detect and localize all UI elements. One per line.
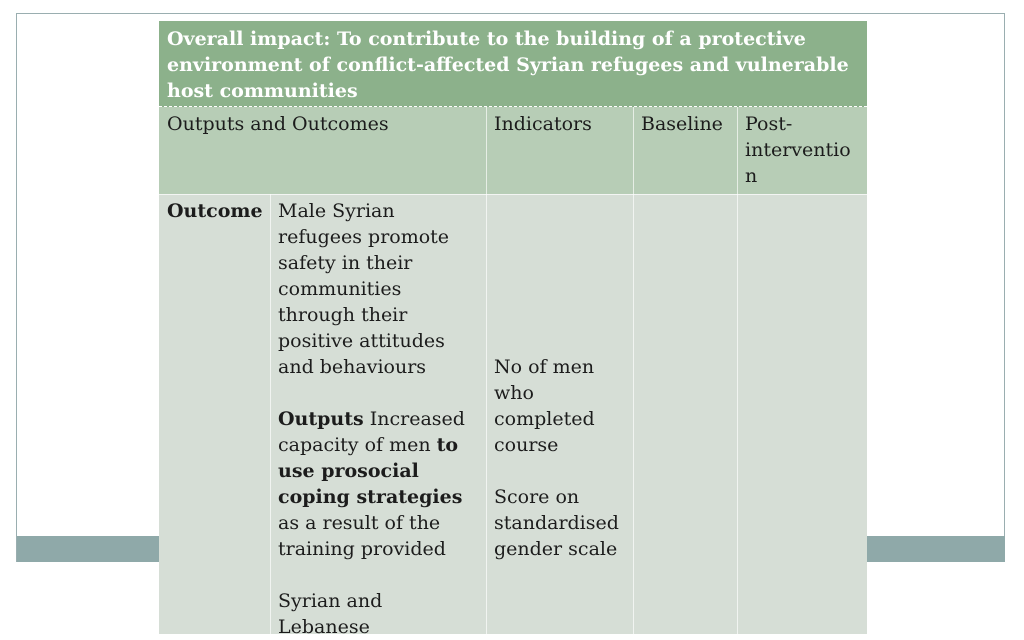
outputs-text (278, 406, 478, 562)
indicator-1: No of men who completed course (494, 356, 595, 456)
column-divider (270, 194, 271, 634)
next-output-text: Syrian and Lebanese (278, 590, 383, 638)
outcome-description-cell (270, 194, 486, 638)
outputs-text-1: Increased capacity of men (278, 408, 465, 456)
outputs-bold-text: to use prosocial coping strategies (278, 434, 463, 508)
column-divider (486, 107, 487, 637)
outputs-label: Outputs (278, 408, 364, 430)
indicators-cell (486, 194, 633, 634)
col-baseline: Baseline (633, 107, 737, 194)
indicator-2: Score on standardised gender scale (494, 486, 619, 560)
post-intervention-cell (737, 194, 867, 634)
column-divider (633, 107, 634, 637)
column-divider (737, 107, 738, 637)
overall-impact-header: Overall impact: To contribute to the building of a protective environment of conflict-affected Syrian refugees and vulnerable host communities (159, 21, 867, 107)
row-divider (159, 194, 867, 195)
col-post-intervention: Post-interventio n (737, 107, 867, 194)
outcome-text: Male Syrian refugees promote safety in their communities through their positive attitudes and behaviours (278, 200, 450, 378)
logframe-table (159, 21, 867, 638)
col-indicators: Indicators (486, 107, 633, 194)
outcome-label-cell: Outcome (159, 194, 270, 634)
outputs-text-2: as a result of the training provided (278, 512, 446, 560)
baseline-cell (633, 194, 737, 634)
col-outputs-outcomes: Outputs and Outcomes (159, 107, 486, 194)
